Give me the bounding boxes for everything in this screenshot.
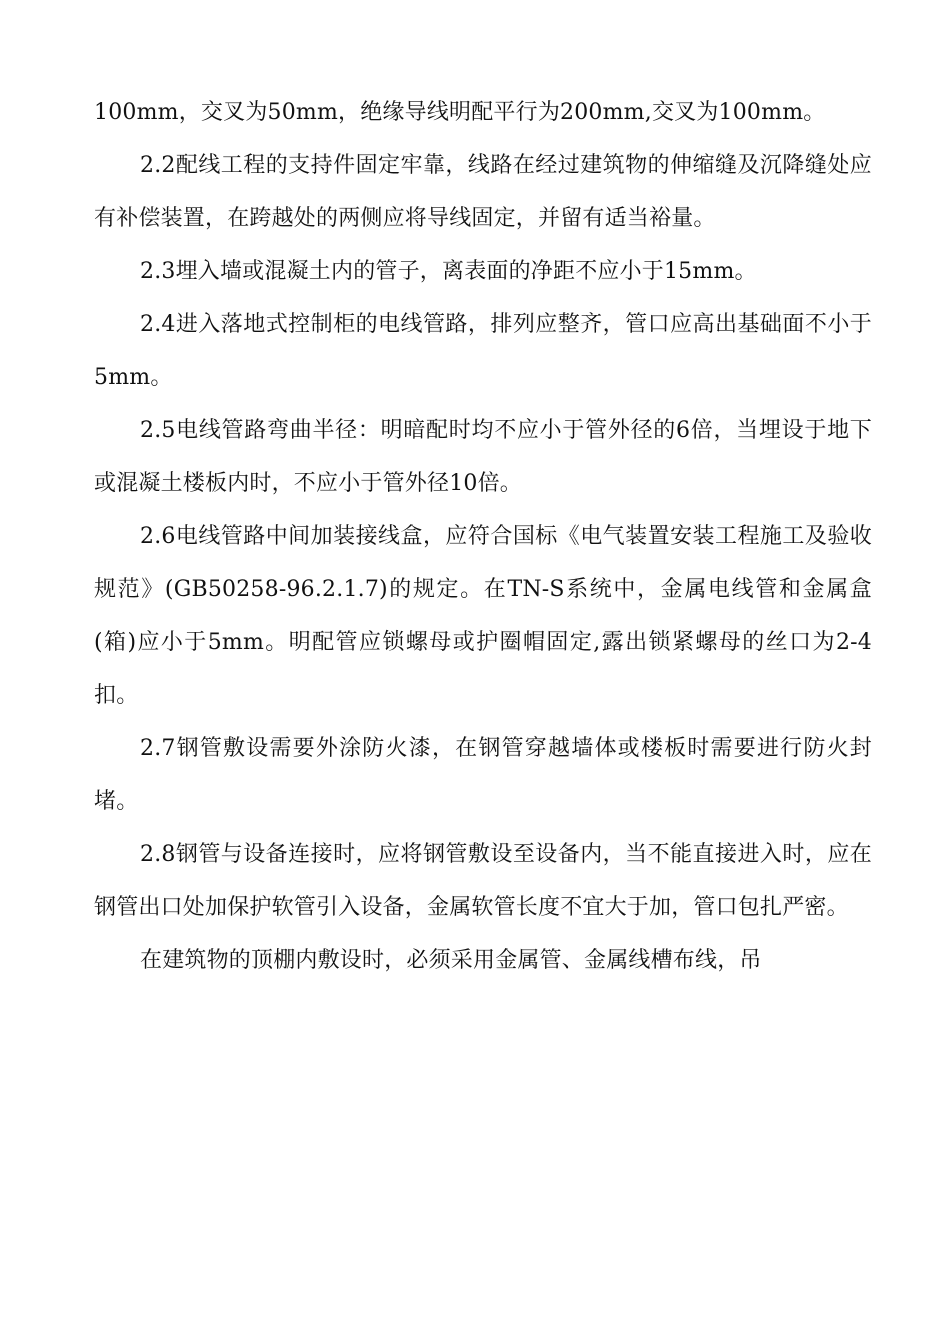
paragraph-2-4: 2.4进入落地式控制柜的电线管路，排列应整齐，管口应高出基础面不小于5mm。: [94, 312, 872, 390]
paragraph-2-3: 2.3埋入墙或混凝土内的管子，离表面的净距不应小于15mm。: [140, 259, 757, 284]
paragraph-2-6: 2.6电线管路中间加装接线盒，应符合国标《电气装置安装工程施工及验收规范》(GB50258-96.2.1.7)的规定。在TN-S系统中，金属电线管和金属盒(箱)应小于5mm。明配管应锁螺母或护圈帽固定,露出锁紧螺母的丝口为2-4扣。: [94, 524, 872, 708]
document-body: [94, 86, 872, 987]
paragraph-continuation: 100mm，交叉为50mm，绝缘导线明配平行为200mm,交叉为100mm。: [94, 100, 826, 125]
paragraph-ceiling-wiring: 在建筑物的顶棚内敷设时，必须采用金属管、金属线槽布线，吊: [140, 948, 762, 973]
paragraph-2-7: 2.7钢管敷设需要外涂防火漆，在钢管穿越墙体或楼板时需要进行防火封堵。: [94, 736, 872, 814]
paragraph-2-2: 2.2配线工程的支持件固定牢靠，线路在经过建筑物的伸缩缝及沉降缝处应有补偿装置，在跨越处的两侧应将导线固定，并留有适当裕量。: [94, 153, 872, 231]
paragraph-2-5: 2.5电线管路弯曲半径：明暗配时均不应小于管外径的6倍，当埋设于地下或混凝土楼板内时，不应小于管外径10倍。: [94, 418, 872, 496]
paragraph-2-8: 2.8钢管与设备连接时，应将钢管敷设至设备内，当不能直接进入时，应在钢管出口处加保护软管引入设备，金属软管长度不宜大于加，管口包扎严密。: [94, 842, 872, 920]
